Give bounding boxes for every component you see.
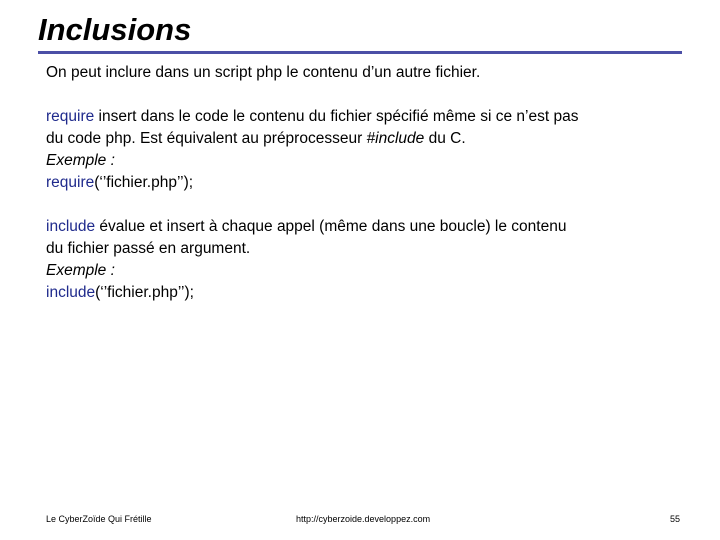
include-example-code [46,282,686,304]
require-keyword: require [46,108,95,125]
include-desc-line1: évalue et insert à chaque appel (même dans une boucle) le contenu [95,218,567,235]
intro-text: On peut inclure dans un script php le contenu d’un autre fichier. [46,64,481,81]
footer-url[interactable]: http://cyberzoide.developpez.com [296,514,431,524]
require-desc-line1: insert dans le code le contenu du fichier spécifié même si ce n’est pas [94,108,579,125]
require-desc-line2b: du C. [424,130,466,147]
include-example-args: (‘’fichier.php’’); [95,284,194,301]
require-desc-line2a: du code php. Est équivalent au préprocesseur [46,130,367,147]
require-example-args: (‘’fichier.php’’); [94,174,194,191]
require-description [46,106,686,150]
page-number: 55 [670,514,681,524]
slide-title: Inclusions [38,12,192,47]
require-example-keyword: require [46,174,95,191]
footer-author: Le CyberZoïde Qui Frétille [46,514,152,524]
include-desc-line2: du fichier passé en argument. [46,240,251,257]
title-underline [38,51,682,54]
spacer [46,84,686,106]
include-directive: #include [366,130,425,147]
slide-body [46,62,686,304]
include-keyword: include [46,218,96,235]
require-example-label: Exemple : [46,152,115,169]
require-example-code [46,172,686,194]
include-example-keyword: include [46,284,96,301]
include-example-label: Exemple : [46,262,115,279]
include-description [46,216,686,260]
spacer [46,194,686,216]
